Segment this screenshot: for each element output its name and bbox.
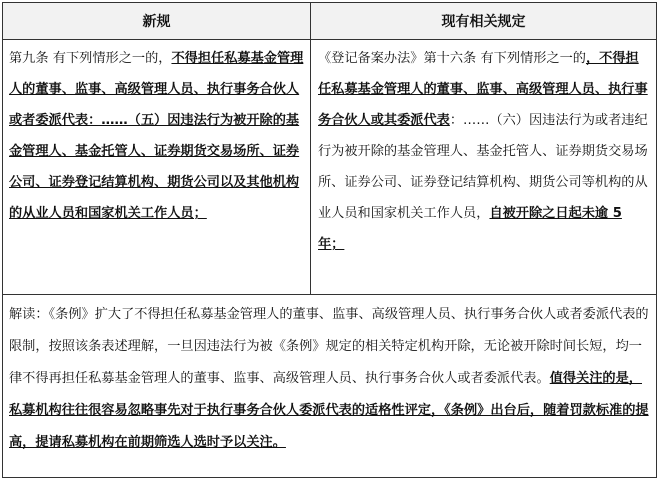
new-rule-cell	[3, 40, 311, 294]
new-rule-article-intro: 第九条 有下列情形之一的，	[9, 51, 172, 66]
existing-rule-article-intro: 《登记备案办法》第十六条 有下列情形之一的	[318, 51, 586, 66]
interpretation-highlight: 值得关注的是，私募机构往往很容易忽略事先对于执行事务合伙人委派代表的适格性评定，《条例》出台后，随着罚款标准的提高，提请私募机构在前期筛选人选时予以关注。	[9, 371, 649, 450]
existing-rule-cell	[311, 40, 656, 294]
existing-rule-time-limit: 自被开除之日起未逾 5 年；	[318, 206, 622, 252]
header-existing-rules: 现有相关规定	[311, 3, 656, 40]
interpretation-cell	[3, 294, 656, 477]
existing-rule-body: ：……（六）因违法行为或者违纪行为被开除的基金管理人、基金托管人、证券期货交易场所、证券公司、证券登记结算机构、期货公司等机构的从业人员和国家机关工作人员，	[318, 113, 648, 221]
comparison-table	[2, 2, 657, 478]
new-rule-emphasis: 不得担任私募基金管理人的董事、监事、高级管理人员、执行事务合伙人或者委派代表：……（五）因违法行为被开除的基金管理人、基金托管人、证券期货交易场所、证券公司、证券登记结算机构、期货公司以及其他机构的从业人员和国家机关工作人员；	[9, 51, 304, 221]
header-new-rule: 新规	[3, 3, 311, 40]
existing-rule-emphasis: ，不得担任私募基金管理人的董事、监事、高级管理人员、执行事务合伙人或其委派代表	[318, 51, 648, 128]
interpretation-text: 解读：《条例》扩大了不得担任私募基金管理人的董事、监事、高级管理人员、执行事务合伙人或者委派代表的限制，按照该条表述理解，一旦因违法行为被《条例》规定的相关特定机构开除，无论被开除时间长短，均一律不得再担任私募基金管理人的董事、监事、高级管理人员、执行事务合伙人或者委派代表。	[9, 307, 649, 386]
